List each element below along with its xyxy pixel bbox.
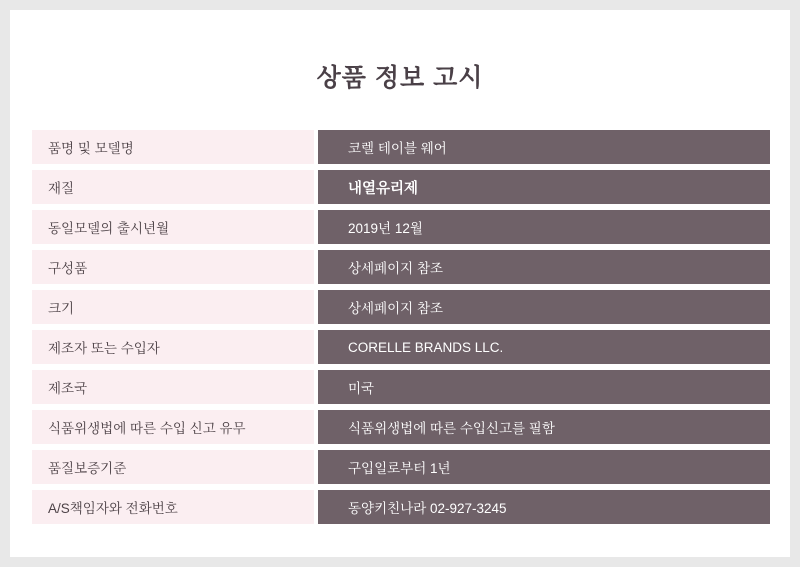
row-value: 동양키친나라 02-927-3245 [318,490,770,524]
row-label: 동일모델의 출시년월 [32,210,314,244]
page-title: 상품 정보 고시 [316,64,484,92]
table-row [32,250,770,284]
row-label: 제조국 [32,370,314,404]
row-label: 제조자 또는 수입자 [32,330,314,364]
row-label: A/S책임자와 전화번호 [32,490,314,524]
row-value: CORELLE BRANDS LLC. [318,330,770,364]
table-row [32,410,770,444]
row-label: 구성품 [32,250,314,284]
row-value: 구입일로부터 1년 [318,450,770,484]
table-row [32,130,770,164]
product-info-table [10,130,790,524]
table-row [32,490,770,524]
row-value: 상세페이지 참조 [318,290,770,324]
row-value: 코렐 테이블 웨어 [318,130,770,164]
row-label: 식품위생법에 따른 수입 신고 유무 [32,410,314,444]
table-row [32,450,770,484]
row-value: 미국 [318,370,770,404]
product-info-card [10,10,790,557]
table-row [32,290,770,324]
row-label: 품명 및 모델명 [32,130,314,164]
table-row [32,370,770,404]
row-value: 식품위생법에 따른 수입신고를 필함 [318,410,770,444]
row-label: 품질보증기준 [32,450,314,484]
row-label: 크기 [32,290,314,324]
row-value: 2019년 12월 [318,210,770,244]
row-value: 내열유리제 [318,170,770,204]
row-value: 상세페이지 참조 [318,250,770,284]
table-row [32,210,770,244]
table-row [32,170,770,204]
table-row [32,330,770,364]
row-label: 재질 [32,170,314,204]
